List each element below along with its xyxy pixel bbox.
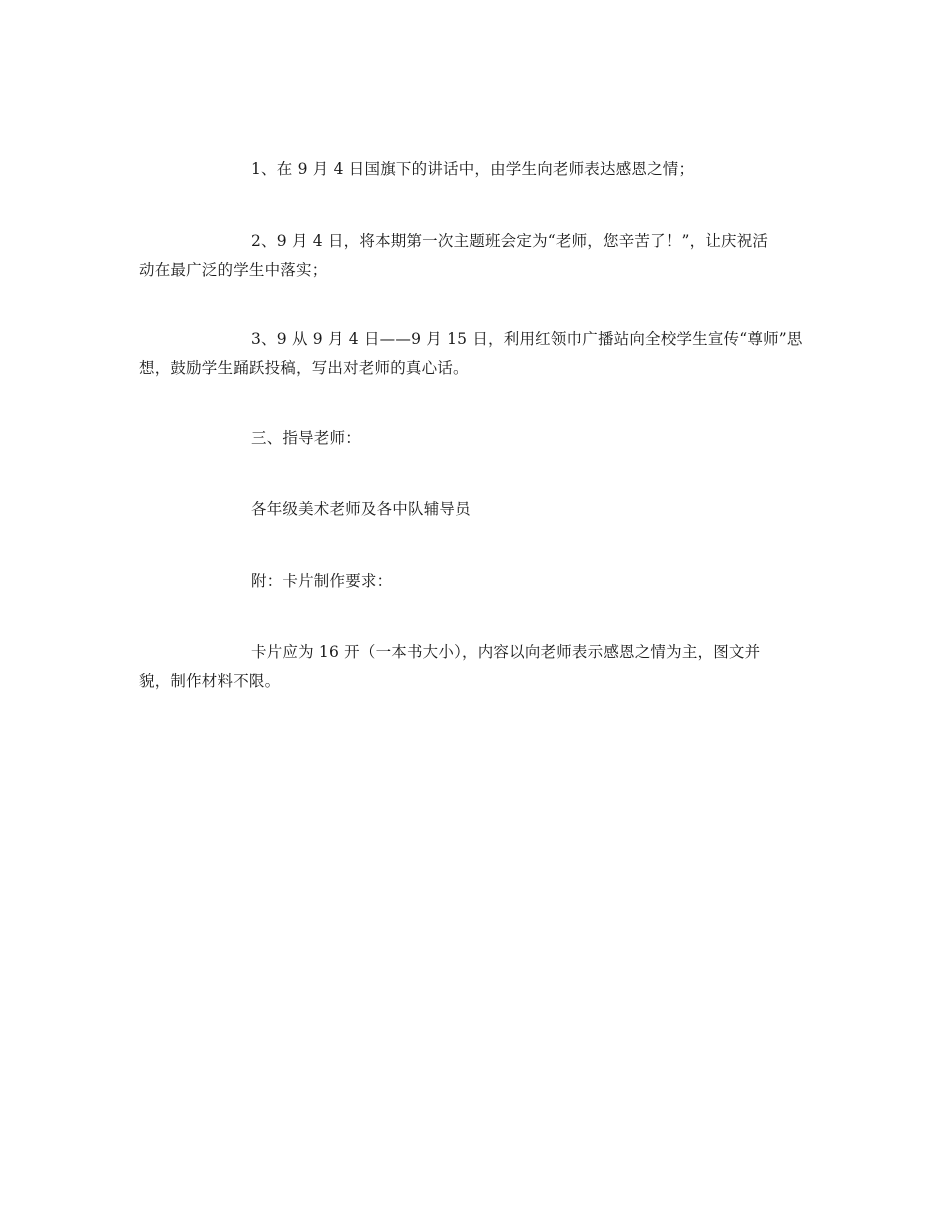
paragraph-item-1	[251, 155, 694, 184]
paragraph-line: 动在最广泛的学生中落实；	[139, 261, 328, 279]
advisors-text	[251, 495, 471, 524]
card-requirements-paragraph	[139, 638, 819, 696]
paragraph-line: 貌，制作材料不限。	[139, 672, 281, 690]
paragraph-line: 想，鼓励学生踊跃投稿，写出对老师的真心话。	[139, 359, 469, 377]
paragraph-line: 3、9 从 9 月 4 日——9 月 15 日，利用红领巾广播站向全校学生宣传“尊师”思	[251, 330, 803, 348]
paragraph-line: 三、指导老师：	[251, 429, 361, 447]
appendix-heading	[251, 567, 392, 596]
paragraph-line: 卡片应为 16 开（一本书大小），内容以向老师表示感恩之情为主，图文并	[251, 643, 761, 661]
paragraph-line: 各年级美术老师及各中队辅导员	[251, 500, 471, 518]
paragraph-line: 附：卡片制作要求：	[251, 572, 393, 590]
paragraph-item-2	[139, 227, 819, 285]
paragraph-line: 1、在 9 月 4 日国旗下的讲话中，由学生向老师表达感恩之情；	[251, 160, 695, 178]
paragraph-item-3	[139, 325, 819, 383]
section-heading-advisors	[251, 424, 361, 453]
paragraph-line: 2、9 月 4 日，将本期第一次主题班会定为“老师，您辛苦了！”，让庆祝活	[251, 232, 769, 250]
